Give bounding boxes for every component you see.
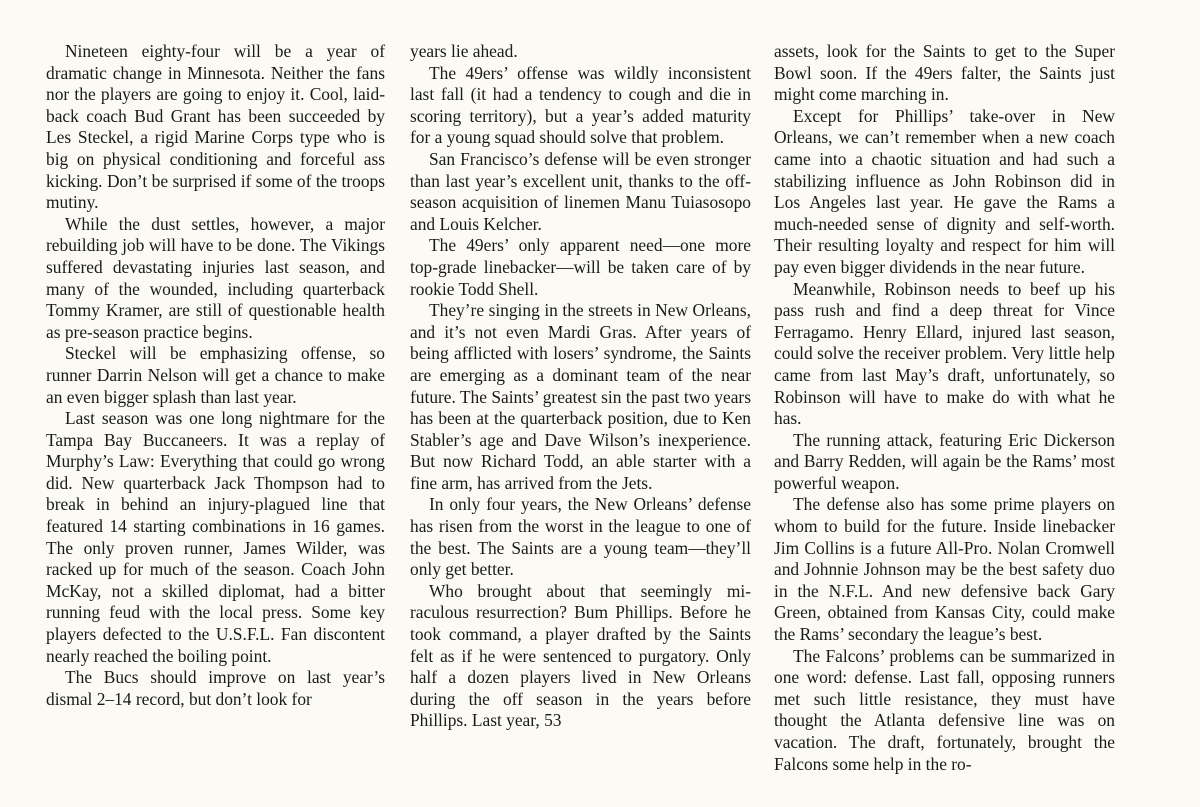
paragraph-continued: years lie ahead. xyxy=(410,41,518,61)
paragraph: The 49ers’ only apparent need—one more top-grade linebacker—will be taken care of by rookie Todd Shell. xyxy=(410,235,751,299)
paragraph: San Francisco’s defense will be even stronger than last year’s excellent unit, thanks to the off-season acquisition of linemen Manu Tuiasosopo and Louis Kelcher. xyxy=(410,148,751,234)
paragraph: The 49ers’ offense was wildly inconsistent last fall (it had a tendency to cough and die in scoring territory), but a year’s added maturity for a young squad should solve that problem. xyxy=(410,62,751,148)
paragraph: Who brought about that seemingly miraculous resurrection? Bum Phillips. Before he took command, a player drafted by the Saints felt as if he were sentenced to purgatory. Only half a dozen players lived in New Orleans during the off season in the years before Phillips. Last year, 53 xyxy=(410,580,751,731)
paragraph: The Bucs should improve on last year’s dismal 2–14 record, but don’t look for xyxy=(46,667,385,709)
paragraph: In only four years, the New Orleans’ defense has risen from the worst in the league to one of the best. The Saints are a young team—they’ll only get better. xyxy=(410,494,751,580)
paragraph: Last season was one long nightmare for the Tampa Bay Buccaneers. It was a replay of Murphy’s Law: Everything that could go wrong did. New quarterback Jack Thompson had to break in behind an injury-plagued line that featured 14 starting combinations in 16 games. The only proven runner, James Wilder, was racked up for much of the season. Coach John McKay, not a skilled diplomat, had a bitter running feud with the local press. Some key players defected to the U.S.F.L. Fan discontent nearly reached the boiling point. xyxy=(46,408,385,666)
paragraph: Nineteen eighty-four will be a year of dramatic change in Minnesota. Neither the fans nor the players are going to enjoy it. Cool, laid-back coach Bud Grant has been succeeded by Les Steckel, a rigid Marine Corps type who is big on physical conditioning and forceful ass kicking. Don’t be surprised if some of the troops mutiny. xyxy=(46,41,385,213)
text-column-1 xyxy=(46,41,385,710)
paragraph: The defense also has some prime players on whom to build for the future. Inside linebacker Jim Collins is a future All-Pro. Nolan Cromwell and Johnnie Johnson may be the best safety duo in the N.F.L. And new defensive back Gary Green, obtained from Kansas City, could make the Rams’ secondary the league’s best. xyxy=(774,494,1115,645)
paragraph: Steckel will be emphasizing offense, so runner Darrin Nelson will get a chance to make an even bigger splash than last year. xyxy=(46,343,385,407)
paragraph: The running attack, featuring Eric Dickerson and Barry Redden, will again be the Rams’ most powerful weapon. xyxy=(774,429,1115,493)
text-column-2 xyxy=(410,41,751,732)
paragraph: While the dust settles, however, a major rebuilding job will have to be done. The Vikings suffered devastating injuries last season, and many of the wounded, including quarterback Tommy Kramer, are still of questionable health as pre-season practice begins. xyxy=(46,213,385,342)
text-column-3 xyxy=(774,41,1115,775)
paragraph: Except for Phillips’ take-over in New Orleans, we can’t remember when a new coach came into a chaotic situation and had such a stabilizing influence as John Robinson did in Los Angeles last year. He gave the Rams a much-needed sense of dignity and self-worth. Their resulting loyalty and respect for him will pay even bigger dividends in the near future. xyxy=(774,105,1115,277)
paragraph-continued: assets, look for the Saints to get to the Super Bowl soon. If the 49ers falter, the Saints just might come marching in. xyxy=(774,41,1115,105)
paragraph: The Falcons’ problems can be summarized in one word: defense. Last fall, opposing runners met such little resistance, they must have thought the Atlanta defensive line was on vacation. The draft, fortunately, brought the Falcons some help in the ro- xyxy=(774,645,1115,774)
paragraph: Meanwhile, Robinson needs to beef up his pass rush and find a deep threat for Vince Ferragamo. Henry Ellard, injured last season, could solve the receiver problem. Very little help came from last May’s draft, unfortunately, so Robinson will have to make do with what he has. xyxy=(774,278,1115,429)
paragraph: They’re singing in the streets in New Orleans, and it’s not even Mardi Gras. After years of being afflicted with losers’ syndrome, the Saints are emerging as a dominant team of the near future. The Saints’ greatest sin the past two years has been at the quarterback position, due to Ken Stabler’s age and Dave Wilson’s inexperience. But now Richard Todd, an able starter with a fine arm, has arrived from the Jets. xyxy=(410,300,751,493)
